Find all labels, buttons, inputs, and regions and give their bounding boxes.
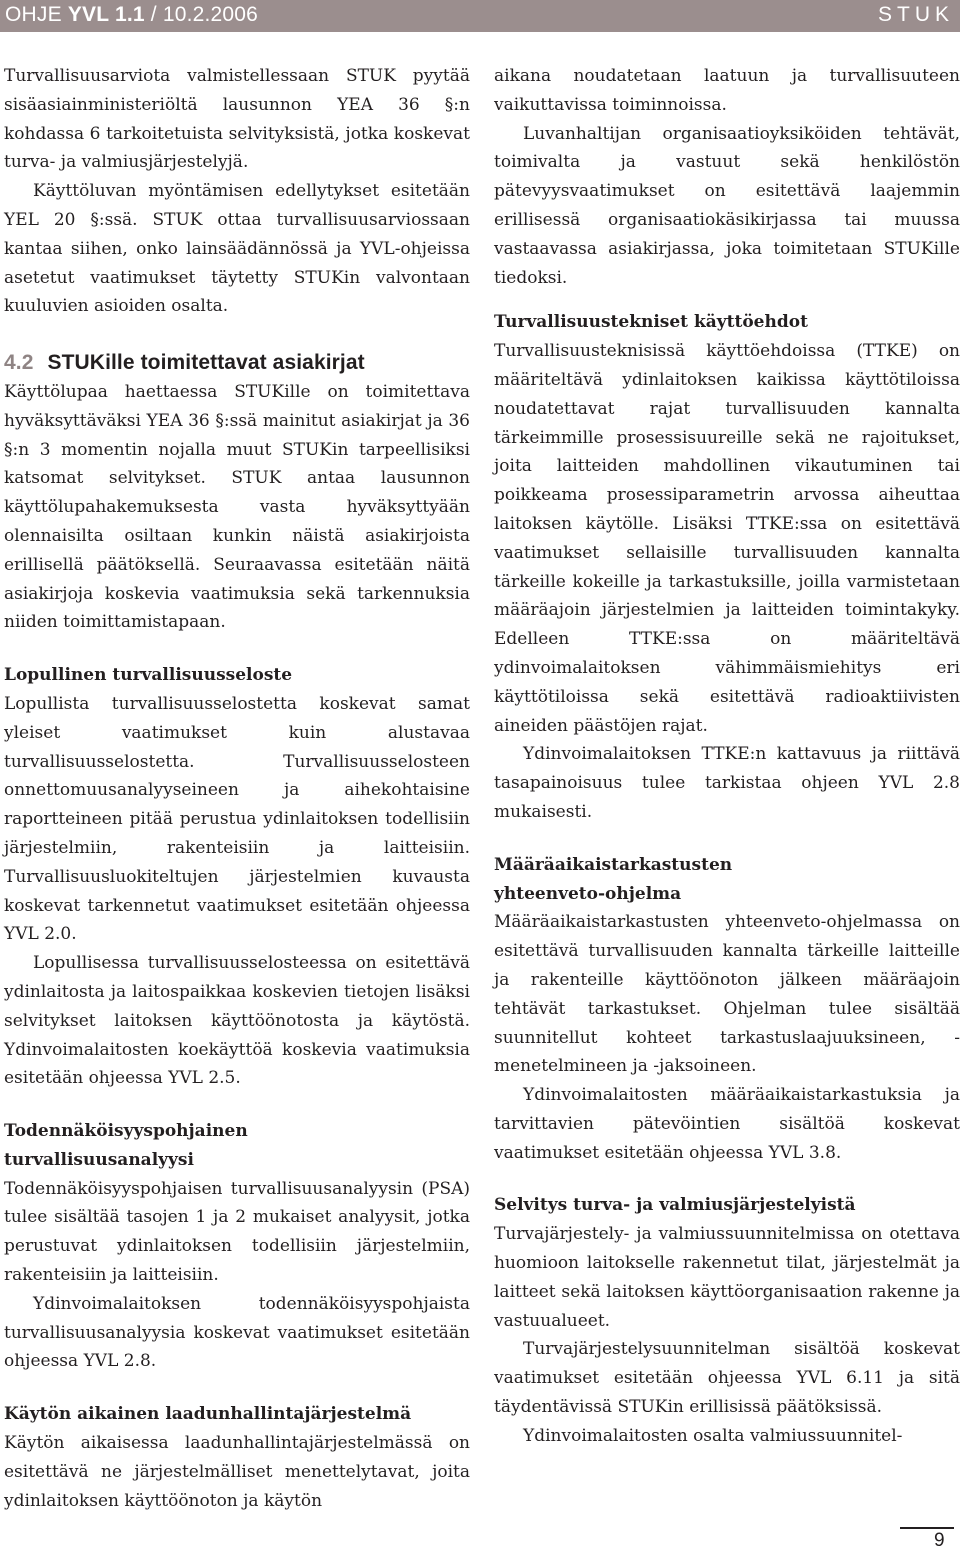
- subheading-line: turvallisuusanalyysi: [4, 1149, 194, 1170]
- paragraph: Ydinvoimalaitoksen TTKE:n kattavuus ja riittävä tasapainoisuus tulee tarkistaa ohjeen YVL 2.8 mukaisesti.: [494, 744, 960, 822]
- paragraph: Ydinvoimalaitosten määräaikaistarkastuksia ja tarvittavien pätevöintien sisältöä koskevat vaatimukset esitetään ohjeessa YVL 3.8.: [494, 1085, 960, 1163]
- subheading-line: yhteenveto-ohjelma: [494, 883, 682, 904]
- subheading: [494, 851, 960, 909]
- guide-code: YVL 1.1: [67, 3, 145, 26]
- subheading: Käytön aikainen laadunhallintajärjestelmä: [4, 1404, 412, 1425]
- paragraph: Turvajärjestely- ja valmiussuunnitelmissa on otettava huomioon laitokselle rakennetut tilat, järjestelmät ja laitteet sekä laitoksen käyttöorganisaation rakenne ja vastuualueet.: [494, 1224, 960, 1331]
- paragraph: aikana noudatetaan laatuun ja turvallisuuteen vaikuttavissa toiminnoissa.: [494, 66, 960, 115]
- paragraph: Lopullisessa turvallisuusselosteessa on esitettävä ydinlaitosta ja laitospaikkaa koskevien tietojen lisäksi selvitykset laitoksen käyttöönotosta ja käytöstä. Ydinvoimalaitosten koekäyttöä koskevia vaatimuksia esitetään ohjeessa YVL 2.5.: [4, 953, 470, 1089]
- subheading-line: Todennäköisyyspohjainen: [4, 1121, 248, 1142]
- doc-date: / 10.2.2006: [144, 3, 259, 26]
- paragraph: Turvallisuusteknisissä käyttöehdoissa (TTKE) on määriteltävä ydinlaitoksen kaikissa käyttötiloissa noudatettavat rajat turvallisuuden kannalta tärkeimmille prosessisuureille sekä ne rajoitukset, joita laitteiden mahdollinen vikautuminen tai poikkeama prosessiparametrin arvossa aiheuttaa laitoksen käytölle. Lisäksi TTKE:ssa on esitettävä vaatimukset sellaisille turvallisuuden kannalta tärkeille kokeille ja tarkastuksille, joilla varmistetaan määräajoin järjestelmien ja laitteiden toimintakyky. Edelleen TTKE:ssa on määriteltävä ydinvoimalaitoksen vähimmäismiehitys eri käyttötiloissa sekä esitettävä radioaktiivisten aineiden päästöjen rajat.: [494, 341, 960, 736]
- paragraph: Lopullista turvallisuusselostetta koskevat samat yleiset vaatimukset kuin alustavaa turvallisuusselostetta. Turvallisuusselosteen onnettomuusanalyyseineen ja aihekohtaisine raportteineen pitää perustua ydinlaitoksen todellisiin järjestelmiin, rakenteisiin ja laitteisiin. Turvallisuusluokiteltujen järjestelmien kuvausta koskevat tarkennetut vaatimukset esitetään ohjeessa YVL 2.0.: [4, 693, 470, 945]
- page-header: [0, 0, 960, 32]
- subheading: Selvitys turva- ja valmiusjärjestelyistä: [494, 1195, 856, 1216]
- subheading-line: Määräaikaistarkastusten: [494, 854, 733, 875]
- paragraph: Todennäköisyyspohjaisen turvallisuusanalyysin (PSA) tulee sisältää tasojen 1 ja 2 mukaiset analyysit, jotka perustuvat ydinlaitoksen todellisiin järjestelmiin, rakenteisiin ja laitteisiin.: [4, 1178, 470, 1286]
- page-number: 9: [934, 1530, 945, 1551]
- doc-type-label: OHJE: [5, 3, 68, 26]
- paragraph: Luvanhaltijan organisaatioyksiköiden tehtävät, toimivalta ja vastuut sekä henkilöstön pätevyysvaatimukset on esitettävä laajemmin erillisessä organisaatiokäsikirjassa tai muussa vastaavassa asiakirjassa, joka toimitetaan STUKille tiedoksi.: [494, 123, 960, 288]
- paragraph: Käytön aikaisessa laadunhallintajärjestelmässä on esitettävä ne järjestelmälliset menettelytavat, joita ydinlaitoksen käyttöönoton ja käytön: [4, 1433, 470, 1511]
- subheading: Turvallisuustekniset käyttöehdot: [494, 312, 808, 333]
- subheading: [4, 1117, 470, 1175]
- right-column: [494, 62, 960, 1451]
- paragraph: Turvallisuusarviota valmistellessaan STUK pyytää sisäasiainministeriöltä lausunnon YEA 36 §:n kohdassa 6 tarkoitetuista selvityksistä, jotka koskevat turva- ja valmiusjärjestelyjä.: [4, 66, 470, 173]
- document-identifier: [5, 3, 258, 27]
- paragraph: Käyttölupaa haettaessa STUKille on toimitettava hyväksyttäväksi YEA 36 §:ssä mainitut asiakirjat ja 36 §:n 3 momentin nojalla muut STUKin tarpeellisiksi katsomat selvitykset. STUK antaa lausunnon käyttölupahakemuksesta vasta hyväksyttyään olennaisilta osiltaan kunkin näistä asiakirjoista erillisellä päätöksellä. Seuraavassa esitetään näitä asiakirjoja koskevia vaatimuksia sekä tarkennuksia niiden toimittamistapaan.: [4, 381, 470, 633]
- paragraph: Ydinvoimalaitoksen todennäköisyyspohjaista turvallisuusanalyysia koskevat vaatimukset esitetään ohjeessa YVL 2.8.: [4, 1293, 470, 1372]
- left-column: [4, 62, 470, 1515]
- subheading: Lopullinen turvallisuusseloste: [4, 665, 293, 686]
- section-number: 4.2: [4, 351, 34, 375]
- paragraph: Ydinvoimalaitosten osalta valmiussuunnitel-: [523, 1425, 903, 1446]
- paragraph: Turvajärjestelysuunnitelman sisältöä koskevat vaatimukset esitetään ohjeessa YVL 6.11 ja sitä täydentävissä STUKin erillisissä päätöksissä.: [494, 1339, 960, 1418]
- paragraph: Määräaikaistarkastusten yhteenveto-ohjelmassa on esitettävä turvallisuuden kannalta tärkeille laitteille ja rakenteille käyttöönoton jälkeen määräajoin tehtävät tarkastukset. Ohjelman tulee sisältää suunnitellut kohteet tarkastuslaajuuksineen, -menetelmineen ja -jaksoineen.: [494, 912, 960, 1077]
- paragraph: Käyttöluvan myöntämisen edellytykset esitetään YEL 20 §:ssä. STUK ottaa turvallisuusarviossaan kantaa siihen, onko lainsäädännössä ja YVL-ohjeissa asetetut vaatimukset täytetty STUKin valvontaan kuuluvien asioiden osalta.: [4, 181, 470, 317]
- section-heading: [4, 349, 470, 378]
- publisher-name: STUK: [877, 3, 954, 26]
- section-title: STUKille toimitettavat asiakirjat: [47, 351, 365, 375]
- footer-rule: [900, 1527, 954, 1529]
